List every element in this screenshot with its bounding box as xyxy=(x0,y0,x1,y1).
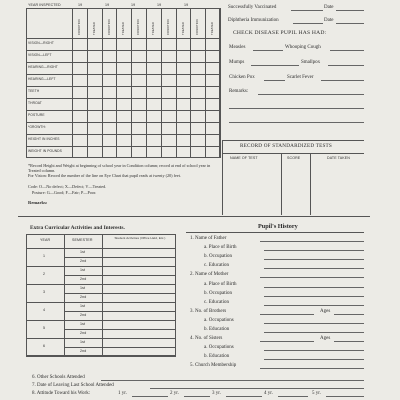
tests-col-score: SCORE xyxy=(287,156,301,160)
column-treated: TREATED xyxy=(210,22,215,35)
history-list xyxy=(190,236,366,369)
extracurricular-heading: Extra Curricular Activities and Interests. xyxy=(30,225,125,231)
history-item: a. Occupations xyxy=(204,345,234,351)
year-inspected-label: YEAR INSPECTED xyxy=(28,3,61,7)
history-ages-label: Ages xyxy=(320,336,331,342)
history-item: 5. Church Membership xyxy=(190,363,237,369)
posture-code-line: Posture: G—Good; F—Fair; P—Poor. xyxy=(32,190,97,195)
year-slot: 19 xyxy=(78,3,83,7)
year-slot: 19 xyxy=(105,3,110,7)
tests-heading: RECORD OF STANDARDIZED TESTS xyxy=(240,143,332,149)
column-treated: TREATED xyxy=(121,22,126,35)
history-item: 4. No. of Sisters xyxy=(190,336,223,342)
column-condition: CONDITION xyxy=(106,19,111,35)
disease-chicken-pox: Chicken Pox xyxy=(229,75,255,80)
history-item: b. Education xyxy=(204,327,230,332)
history-item: b. Education xyxy=(204,354,230,360)
pupil-history-heading: Pupil's History xyxy=(258,223,298,230)
health-grid-body xyxy=(26,8,220,158)
history-item: a. Place of Birth xyxy=(204,281,237,287)
activity-year: 3 xyxy=(43,290,46,294)
health-row-label: VISION—RIGHT xyxy=(28,41,54,45)
activities-col-year: YEAR xyxy=(40,238,51,242)
activity-year: 2 xyxy=(43,272,46,276)
vision-note: For Vision: Record the number of the line on Eye Chart that pupil reads at twenty (20) feet. xyxy=(28,173,181,178)
activity-semester: 2nd xyxy=(80,295,87,299)
tests-col-date: DATE TAKEN xyxy=(327,156,350,160)
year-slot: 19 xyxy=(157,3,162,7)
history-item: a. Place of Birth xyxy=(204,245,237,251)
disease-smallpox: Smallpox xyxy=(301,60,321,65)
activity-year: 4 xyxy=(43,308,46,312)
history-ages-label: Ages xyxy=(320,308,331,314)
history-item: 2. Name of Mother xyxy=(190,272,229,278)
activity-semester: 1st xyxy=(80,286,86,290)
history-item: c. Education xyxy=(204,263,229,269)
disease-whooping-cough: Whooping Cough xyxy=(285,45,321,50)
date-label: Date xyxy=(324,18,334,23)
activity-semester: 1st xyxy=(80,322,86,326)
health-row-label: HEIGHT IN INCHES xyxy=(28,137,60,141)
activity-year: 5 xyxy=(43,326,46,330)
activity-semester: 1st xyxy=(80,340,86,344)
disease-measles: Measles xyxy=(229,45,246,50)
health-row-label: HEARING—LEFT xyxy=(28,77,56,81)
health-row-label: *GROWTH: xyxy=(28,125,47,129)
diphtheria-label: Diphtheria Immunization xyxy=(228,18,279,23)
vaccinated-label: Successfully Vaccinated xyxy=(228,5,277,10)
column-condition: CONDITION xyxy=(165,19,170,35)
column-condition: CONDITION xyxy=(195,19,200,35)
column-treated: TREATED xyxy=(180,22,185,35)
history-item: c. Education xyxy=(204,299,229,305)
column-treated: TREATED xyxy=(91,22,96,35)
attitude-label: 8. Attitude Toward his Work: xyxy=(32,391,91,396)
attitude-year: 5 yr. xyxy=(312,391,321,396)
disease-heading: CHECK DISEASE PUPIL HAS HAD: xyxy=(233,30,327,36)
year-slot: 19 xyxy=(131,3,136,7)
attitude-year: 3 yr. xyxy=(212,391,221,396)
tests-col-name: NAME OF TEST xyxy=(230,156,258,160)
health-row-label: HEARING—RIGHT xyxy=(28,65,58,69)
activity-year: 6 xyxy=(43,344,46,348)
year-slot: 19 xyxy=(184,3,189,7)
attitude-year: 4 yr. xyxy=(264,391,273,396)
code-line: Code: O—No defect; X—Defect; V—Treated. xyxy=(28,184,107,189)
activities-col-activities: Student Activities (Office Held, Etc.) xyxy=(114,236,166,240)
activity-semester: 2nd xyxy=(80,349,87,353)
health-row-label: VISION—LEFT xyxy=(28,53,52,57)
history-item: b. Occupation xyxy=(204,254,233,260)
immunization-remarks-label: Remarks: xyxy=(229,89,249,94)
activity-semester: 2nd xyxy=(80,259,87,263)
activity-semester: 1st xyxy=(80,268,86,272)
health-row-label: POSTURE xyxy=(28,113,45,117)
disease-scarlet-fever: Scarlet Fever xyxy=(287,75,314,80)
activity-semester: 2nd xyxy=(80,313,87,317)
column-condition: CONDITION xyxy=(77,19,81,35)
column-condition: CONDITION xyxy=(136,19,141,35)
health-row-label: WEIGHT IN POUNDS xyxy=(28,149,62,153)
history-item: 3. No. of Brothers xyxy=(190,308,227,314)
activities-table xyxy=(26,234,176,362)
history-item: b. Occupation xyxy=(204,290,233,296)
activity-semester: 2nd xyxy=(80,277,87,281)
other-schools-label: 6. Other Schools Attended xyxy=(32,375,85,380)
health-row-label: THROAT xyxy=(28,101,42,105)
date-label: Date xyxy=(324,5,334,10)
disease-mumps: Mumps xyxy=(229,60,245,65)
activity-year: 1 xyxy=(43,254,46,258)
health-remarks-label: Remarks: xyxy=(28,200,48,205)
activity-semester: 2nd xyxy=(80,331,87,335)
column-treated: TREATED xyxy=(151,22,155,35)
history-item: 1. Name of Father xyxy=(190,236,227,241)
attitude-year: 2 yr. xyxy=(170,391,179,396)
attitude-year: 1 yr. xyxy=(118,391,127,396)
activity-semester: 1st xyxy=(80,304,86,308)
height-weight-note: *Record Height and Weight at beginning of school year in Condition column; record at end of school year in Treated column. xyxy=(28,163,211,173)
history-item: a. Occupations xyxy=(204,317,234,323)
date-leaving-label: 7. Date of Leaving Last School Attended xyxy=(32,383,114,388)
activities-col-semester: SEMESTER xyxy=(72,238,93,242)
health-row-label: TEETH xyxy=(28,89,40,93)
activity-semester: 1st xyxy=(80,250,86,254)
